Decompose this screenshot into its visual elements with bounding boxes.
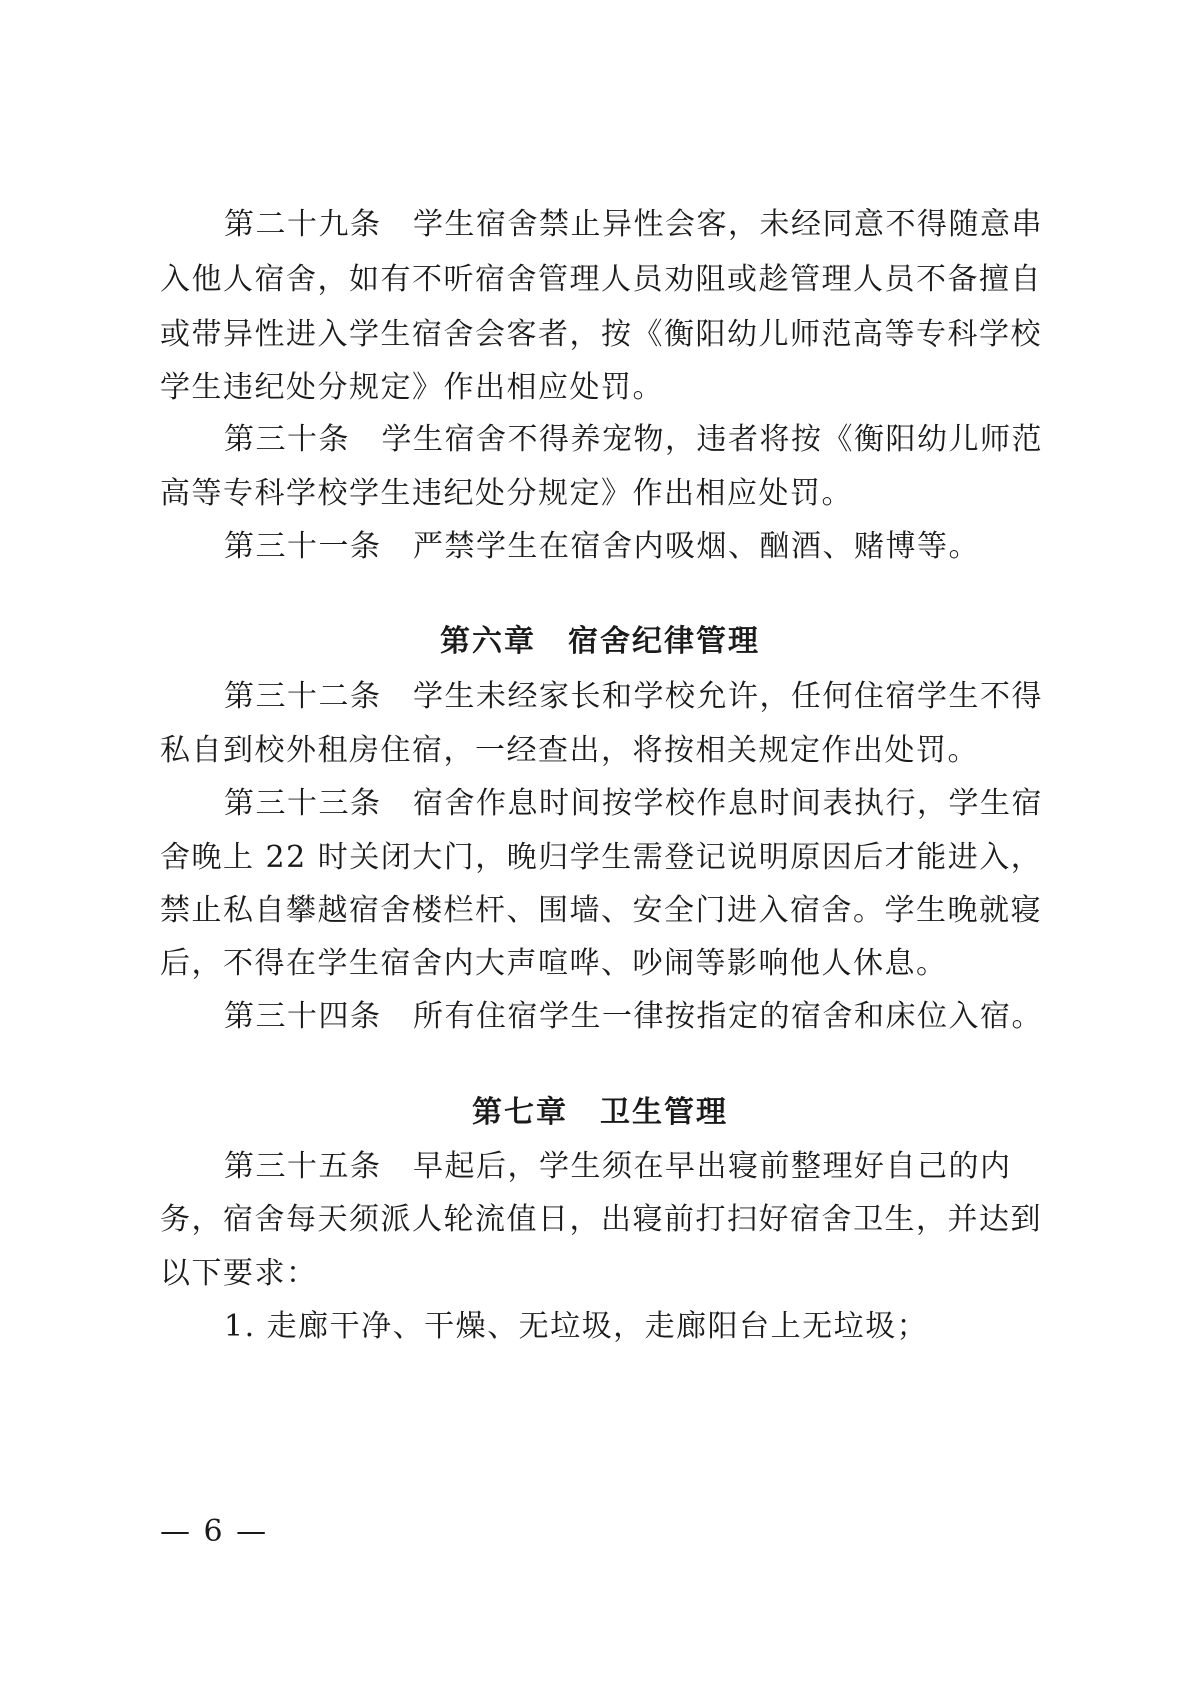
article-29-line-1: 第二十九条 学生宿舍禁止异性会客，未经同意不得随意串 bbox=[224, 207, 1043, 242]
chapter-7-title: 第七章 卫生管理 bbox=[472, 1095, 728, 1130]
article-30-line-1: 第三十条 学生宿舍不得养宠物，违者将按《衡阳幼儿师范 bbox=[224, 422, 1043, 457]
article-29-line-4: 学生违纪处分规定》作出相应处罚。 bbox=[160, 370, 664, 405]
chapter-6-title: 第六章 宿舍纪律管理 bbox=[440, 624, 760, 659]
article-35-line-1: 第三十五条 早起后，学生须在早出寝前整理好自己的内 bbox=[224, 1149, 1012, 1184]
article-31-line-1: 第三十一条 严禁学生在宿舍内吸烟、酗酒、赌博等。 bbox=[224, 529, 980, 564]
list-item-1: 1. 走廊干净、干燥、无垃圾，走廊阳台上无垃圾； bbox=[224, 1309, 929, 1344]
page-number: — 6 — bbox=[160, 1514, 269, 1549]
article-29-line-2: 入他人宿舍，如有不听宿舍管理人员劝阻或趁管理人员不备擅自 bbox=[160, 262, 1042, 297]
article-32-line-2: 私自到校外租房住宿，一经查出，将按相关规定作出处罚。 bbox=[160, 733, 979, 768]
article-33-line-2: 舍晚上 22 时关闭大门，晚归学生需登记说明原因后才能进入， bbox=[160, 840, 1043, 875]
article-33-line-4: 后，不得在学生宿舍内大声喧哗、吵闹等影响他人休息。 bbox=[160, 946, 948, 981]
article-29-line-3: 或带异性进入学生宿舍会客者，按《衡阳幼儿师范高等专科学校 bbox=[160, 317, 1042, 352]
article-33-line-1: 第三十三条 宿舍作息时间按学校作息时间表执行，学生宿 bbox=[224, 786, 1043, 821]
article-32-line-1: 第三十二条 学生未经家长和学校允许，任何住宿学生不得 bbox=[224, 679, 1043, 714]
article-35-line-3: 以下要求： bbox=[160, 1256, 318, 1291]
article-30-line-2: 高等专科学校学生违纪处分规定》作出相应处罚。 bbox=[160, 476, 853, 511]
article-35-line-2: 务，宿舍每天须派人轮流值日，出寝前打扫好宿舍卫生，并达到 bbox=[160, 1202, 1042, 1237]
article-33-line-3: 禁止私自攀越宿舍楼栏杆、围墙、安全门进入宿舍。学生晚就寝 bbox=[160, 893, 1042, 928]
article-34-line-1: 第三十四条 所有住宿学生一律按指定的宿舍和床位入宿。 bbox=[224, 999, 1043, 1034]
